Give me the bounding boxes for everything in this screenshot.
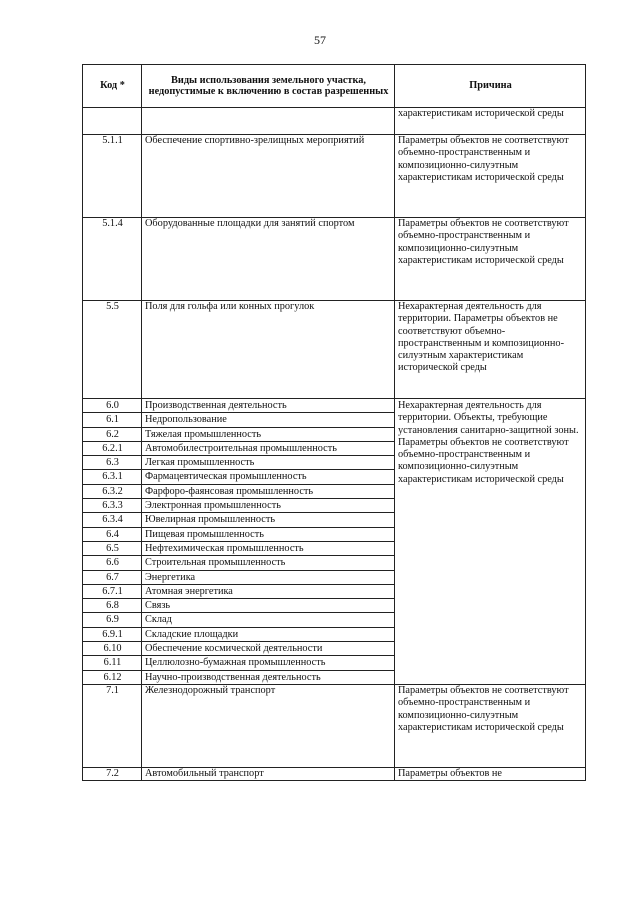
header-reason: Причина: [395, 65, 586, 108]
code-cell: 5.1.1: [83, 135, 142, 218]
reason-cell: Параметры объектов не соответствуют объемно-пространственным и композиционно-силуэтным характеристикам исторической среды: [395, 684, 586, 767]
use-cell: Ювелирная промышленность: [142, 513, 395, 527]
use-cell: Связь: [142, 599, 395, 613]
use-cell: Оборудованные площадки для занятий спортом: [142, 218, 395, 301]
use-cell: Фармацевтическая промышленность: [142, 470, 395, 484]
code-cell: 6.0: [83, 399, 142, 413]
header-code: Код *: [83, 65, 142, 108]
code-cell: 6.3.1: [83, 470, 142, 484]
use-cell: Автомобильный транспорт: [142, 767, 395, 780]
use-cell: Автомобилестроительная промышленность: [142, 441, 395, 455]
code-cell: 6.7: [83, 570, 142, 584]
use-cell: Обеспечение спортивно-зрелищных мероприятий: [142, 135, 395, 218]
code-cell: 5.1.4: [83, 218, 142, 301]
code-cell: 7.2: [83, 767, 142, 780]
use-cell: Обеспечение космической деятельности: [142, 642, 395, 656]
code-cell: 6.2.1: [83, 441, 142, 455]
reason-cell: Параметры объектов не соответствуют объемно-пространственным и композиционно-силуэтным характеристикам исторической среды: [395, 218, 586, 301]
code-cell: 6.3.4: [83, 513, 142, 527]
table-row: [83, 301, 586, 399]
code-cell: 6.9: [83, 613, 142, 627]
use-cell: Атомная энергетика: [142, 584, 395, 598]
use-cell: Поля для гольфа или конных прогулок: [142, 301, 395, 399]
use-cell: Производственная деятельность: [142, 399, 395, 413]
code-cell: 6.3.3: [83, 499, 142, 513]
code-cell: 6.3: [83, 456, 142, 470]
use-cell: Легкая промышленность: [142, 456, 395, 470]
table-row-continuation: [83, 108, 586, 135]
header-uses: Виды использования земельного участка, недопустимые к включению в состав разрешенных: [142, 65, 395, 108]
use-cell: Склад: [142, 613, 395, 627]
industrial-reason-cell: Нехарактерная деятельность для территории. Объекты, требующие установления санитарно-защитной зоны. Параметры объектов не соответствуют объемно-пространственным и композиционно-силуэтным характеристикам исторической среды: [395, 399, 586, 685]
page-number: 57: [314, 33, 326, 47]
code-cell: 6.7.1: [83, 584, 142, 598]
code-cell: 6.9.1: [83, 627, 142, 641]
land-use-table: [82, 64, 586, 781]
code-cell: 6.11: [83, 656, 142, 670]
table-row: [83, 767, 586, 780]
code-cell: [83, 108, 142, 135]
use-cell: Недропользование: [142, 413, 395, 427]
reason-cell: Параметры объектов не соответствуют объемно-пространственным и композиционно-силуэтным характеристикам исторической среды: [395, 135, 586, 218]
use-cell: Строительная промышленность: [142, 556, 395, 570]
code-cell: 7.1: [83, 684, 142, 767]
use-cell: Энергетика: [142, 570, 395, 584]
table-row: [83, 135, 586, 218]
code-cell: 6.1: [83, 413, 142, 427]
use-cell: Научно-производственная деятельность: [142, 670, 395, 684]
use-cell: Пищевая промышленность: [142, 527, 395, 541]
reason-cell: характеристикам исторической среды: [395, 108, 586, 135]
use-cell: Электронная промышленность: [142, 499, 395, 513]
code-cell: 6.3.2: [83, 484, 142, 498]
reason-cell: Параметры объектов не: [395, 767, 586, 780]
reason-cell: Нехарактерная деятельность для территории. Параметры объектов не соответствуют объемно-пространственным и композиционно-силуэтным характеристикам исторической среды: [395, 301, 586, 399]
code-cell: 6.5: [83, 541, 142, 555]
code-cell: 6.8: [83, 599, 142, 613]
code-cell: 6.4: [83, 527, 142, 541]
code-cell: 6.6: [83, 556, 142, 570]
use-cell: Тяжелая промышленность: [142, 427, 395, 441]
use-cell: Складские площадки: [142, 627, 395, 641]
table-header-row: [83, 65, 586, 108]
code-cell: 5.5: [83, 301, 142, 399]
table-row: [83, 399, 586, 413]
use-cell: Фарфоро-фаянсовая промышленность: [142, 484, 395, 498]
use-cell: Нефтехимическая промышленность: [142, 541, 395, 555]
use-cell: Железнодорожный транспорт: [142, 684, 395, 767]
use-cell: Целлюлозно-бумажная промышленность: [142, 656, 395, 670]
code-cell: 6.10: [83, 642, 142, 656]
use-cell: [142, 108, 395, 135]
table-row: [83, 684, 586, 767]
code-cell: 6.12: [83, 670, 142, 684]
code-cell: 6.2: [83, 427, 142, 441]
table-row: [83, 218, 586, 301]
